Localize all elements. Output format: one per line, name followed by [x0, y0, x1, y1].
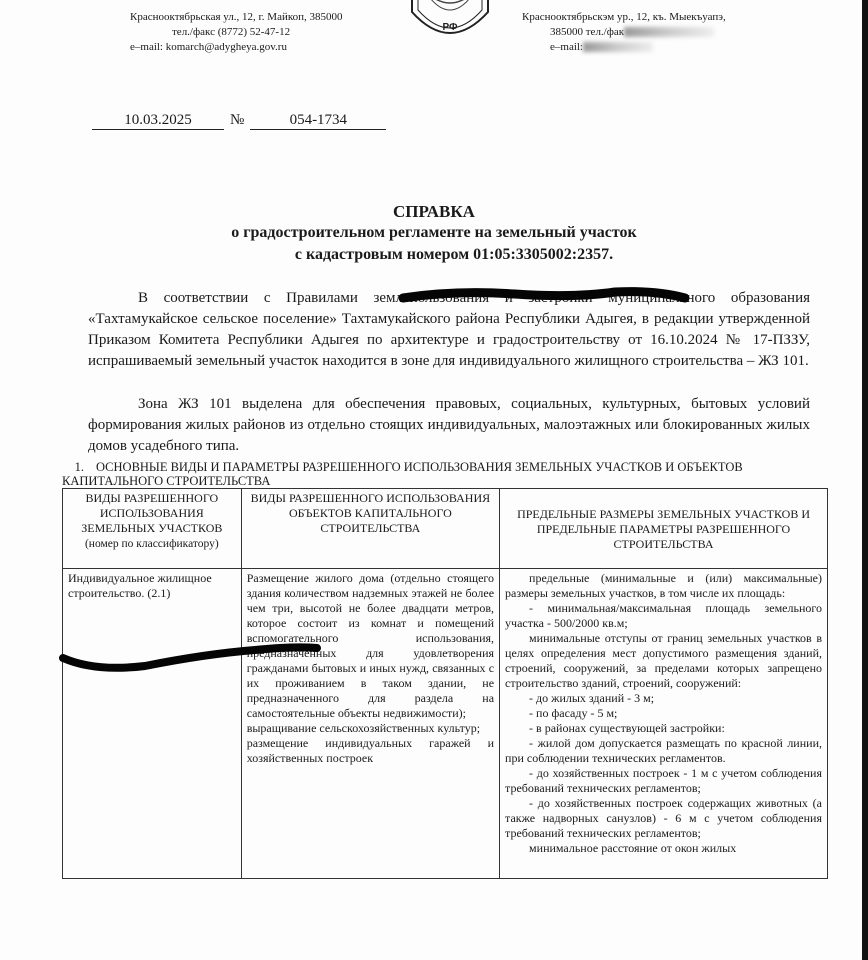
cell-limit-parameters	[500, 569, 828, 879]
list-item: - до хозяйственных построек - 1 м с учетом соблюдения требований технических регламентов;	[505, 766, 822, 795]
body-paragraph-2: Зона ЖЗ 101 выделена для обеспечения правовых, социальных, культурных, бытовых условий формирования жилых районов из отдельно стоящих индивидуальных, малоэтажных или блокированных жилых домов усадебного типа.	[88, 396, 810, 454]
body-paragraph-1: В соответствии с Правилами землепользования и застройки муниципального образования «Тахтамукайское сельское поселение» Тахтамукайского района Республики Адыгея, в редакции утвержденной Приказом Комитета Республики Адыгея по архитектуре и градостроительству от 16.10.2024 № 17-ПЗЗУ, испрашиваемый земельный участок находится в зоне для индивидуального жилищного строительства – ЖЗ 101.	[88, 290, 810, 369]
email-line: e–mail: komarch@adygheya.gov.ru	[130, 41, 287, 53]
document-date: 10.03.2025	[92, 112, 224, 130]
address-line: Краснооктябрьская ул., 12, г. Майкоп, 385000	[130, 11, 343, 23]
header-cell-land-use-types: ВИДЫ РАЗРЕШЕННОГО ИСПОЛЬЗОВАНИЯ ЗЕМЕЛЬНЫХ УЧАСТКОВ (номер по классификатору)	[63, 489, 242, 569]
list-item: - жилой дом допускается размещать по красной линии, при соблюдении технических регламентов.	[505, 736, 822, 765]
list-item: - до хозяйственных построек содержащих животных (а также надворных санузлов) - 6 м с учетом соблюдения требований технических регламентов;	[505, 796, 822, 840]
document-date-number	[92, 112, 386, 130]
list-item: минимальные отступы от границ земельных участков в целях определения мест допустимого размещения зданий, строений, сооружений, за пределами которых запрещено строительство зданий, строений, сооружений:	[505, 631, 822, 690]
phone-line: тел./факс (8772) 52-47-12	[172, 26, 291, 38]
cadastral-number-line: с кадастровым номером 01:05:3305002:2357.	[294, 246, 614, 263]
section-heading	[62, 460, 842, 488]
email-line-adyghe: e–mail:	[522, 40, 782, 55]
list-item: - минимальная/максимальная площадь земельного участка - 500/2000 кв.м;	[505, 601, 822, 630]
marker-scribble	[395, 284, 695, 310]
document-number: 054-1734	[250, 112, 386, 130]
header-right-address	[522, 10, 782, 55]
table-header-row	[63, 489, 828, 569]
list-item: предельные (минимальные и (или) максимальные) размеры земельных участков, в том числе их площадь:	[505, 571, 822, 600]
list-item: - до жилых зданий - 3 м;	[529, 691, 655, 705]
header-left-address	[130, 10, 400, 55]
coat-of-arms-emblem	[400, 0, 500, 44]
document-subtitle: о градостроительном регламенте на земельный участок	[231, 224, 637, 241]
redacted-blur	[624, 27, 714, 37]
page-edge-shadow	[862, 0, 868, 960]
header-cell-capital-construction: ВИДЫ РАЗРЕШЕННОГО ИСПОЛЬЗОВАНИЯ ОБЪЕКТОВ КАПИТАЛЬНОГО СТРОИТЕЛЬСТВА	[241, 489, 499, 569]
list-item: - по фасаду - 5 м;	[529, 706, 618, 720]
phone-line-adyghe: 385000 тел./фак	[522, 25, 782, 40]
number-sign: №	[230, 112, 245, 128]
list-item: выращивание сельскохозяйственных культур;	[246, 721, 481, 735]
document-title: СПРАВКА	[393, 202, 475, 221]
cell-construction-types	[241, 569, 499, 879]
table-row	[63, 569, 828, 879]
list-item: размещение индивидуальных гаражей и хозяйственных построек	[246, 736, 495, 765]
section-heading-text: ОСНОВНЫЕ ВИДЫ И ПАРАМЕТРЫ РАЗРЕШЕННОГО ИСПОЛЬЗОВАНИЯ ЗЕМЕЛЬНЫХ УЧАСТКОВ И ОБЪЕКТОВ КАПИТАЛЬНОГО СТРОИТЕЛЬСТВА	[62, 460, 743, 488]
list-item: минимальное расстояние от окон жилых	[529, 841, 737, 855]
redacted-blur	[583, 42, 653, 52]
cell-land-use-type: Индивидуальное жилищное строительство. (2.1)	[63, 569, 242, 879]
marker-scribble-table	[55, 636, 325, 678]
list-item: - в районах существующей застройки:	[529, 721, 725, 735]
list-item: Размещение жилого дома (отдельно стоящего здания количеством надземных этажей не более чем три, высотой не более двадцати метров, которое состоит из комнат и помещений вспомогательного использования, предназначенных для удовлетворения гражданами бытовых и иных нужд, связанных с их проживанием в таком здании, не предназначенного для раздела на самостоятельные объекты недвижимости);	[246, 571, 495, 720]
header-cell-limit-parameters: ПРЕДЕЛЬНЫЕ РАЗМЕРЫ ЗЕМЕЛЬНЫХ УЧАСТКОВ И ПРЕДЕЛЬНЫЕ ПАРАМЕТРЫ РАЗРЕШЕННОГО СТРОИТЕЛЬСТВА	[500, 489, 828, 569]
section-number: 1.	[74, 460, 84, 474]
emblem-text: РФ	[442, 22, 458, 33]
address-line-adyghe: Краснооктябрьскэм ур., 12, къ. Мыекъуапэ,	[522, 11, 726, 23]
regulations-table	[62, 488, 828, 879]
